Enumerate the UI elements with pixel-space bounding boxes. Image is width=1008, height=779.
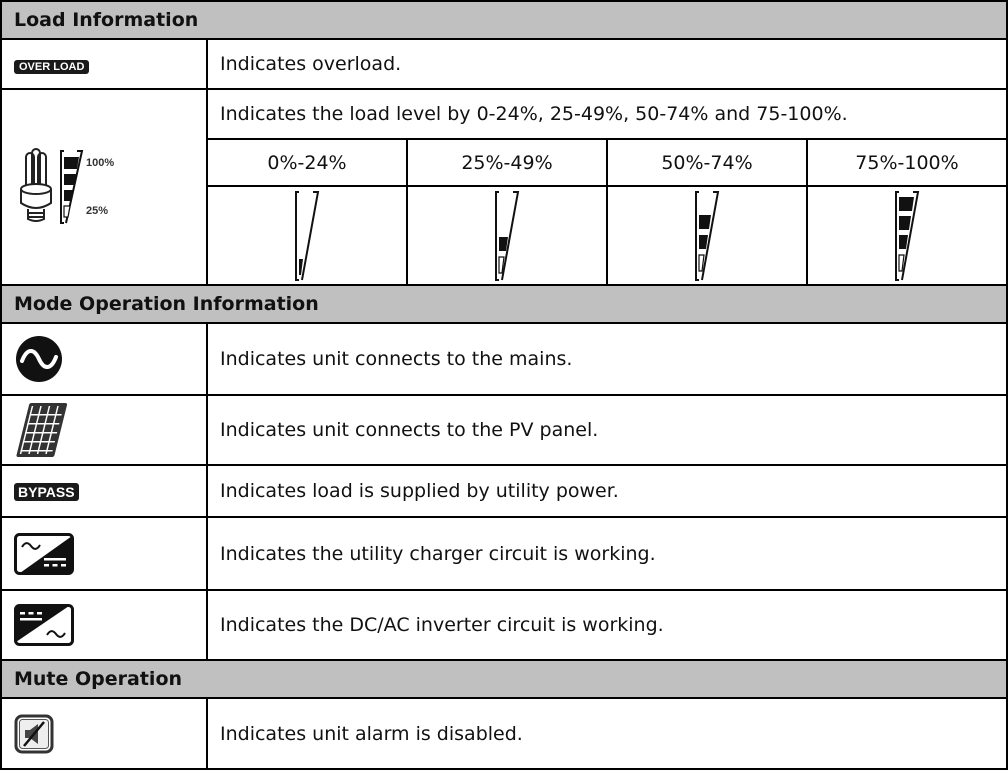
table-row-inverter bbox=[1, 590, 1007, 660]
bar-cell bbox=[407, 186, 607, 285]
table-row-mains bbox=[1, 323, 1007, 395]
icon-cell bbox=[1, 323, 207, 395]
level-label: 25%-49% bbox=[407, 139, 607, 186]
description: Indicates overload. bbox=[207, 39, 1007, 89]
load-bar-2-icon bbox=[492, 189, 522, 283]
load-bar-labels bbox=[86, 157, 114, 217]
dc-ac-inverter-icon bbox=[14, 604, 74, 646]
level-label: 75%-100% bbox=[807, 139, 1007, 186]
load-bar-4-icon bbox=[892, 189, 922, 283]
section-title: Mode Operation Information bbox=[1, 285, 1007, 323]
icon-cell bbox=[1, 698, 207, 769]
cfl-bulb-icon bbox=[14, 147, 58, 227]
bar-cell bbox=[207, 186, 407, 285]
icon-cell bbox=[1, 395, 207, 465]
icon-cell bbox=[1, 465, 207, 517]
icon-cell bbox=[1, 590, 207, 660]
icon-cell bbox=[1, 89, 207, 285]
overload-badge-icon: OVER LOAD bbox=[14, 60, 89, 74]
section-header-load bbox=[1, 1, 1007, 39]
bar-cell bbox=[807, 186, 1007, 285]
section-header-mode bbox=[1, 285, 1007, 323]
table-row-load-level bbox=[1, 89, 1007, 139]
icon-cell bbox=[1, 39, 207, 89]
bar-cell bbox=[607, 186, 807, 285]
table-row-mute bbox=[1, 698, 1007, 769]
load-bar-icon bbox=[58, 147, 84, 227]
bulb-load-bar-icon bbox=[14, 147, 206, 227]
label-100: 100% bbox=[86, 157, 115, 169]
description: Indicates the DC/AC inverter circuit is working. bbox=[207, 590, 1007, 660]
description: Indicates the utility charger circuit is working. bbox=[207, 517, 1007, 590]
table-row-pv bbox=[1, 395, 1007, 465]
label-25: 25% bbox=[86, 205, 109, 217]
table-row-bypass bbox=[1, 465, 1007, 517]
description: Indicates load is supplied by utility power. bbox=[207, 465, 1007, 517]
section-header-mute bbox=[1, 660, 1007, 698]
icon-cell bbox=[1, 517, 207, 590]
description: Indicates unit connects to the mains. bbox=[207, 323, 1007, 395]
table-row-charger bbox=[1, 517, 1007, 590]
load-bar-1-icon bbox=[292, 189, 322, 283]
description: Indicates unit connects to the PV panel. bbox=[207, 395, 1007, 465]
ac-mains-icon bbox=[14, 334, 64, 384]
mute-speaker-icon bbox=[14, 714, 54, 754]
load-bar-3-icon bbox=[692, 189, 722, 283]
table-row-overload bbox=[1, 39, 1007, 89]
ac-dc-charger-icon bbox=[14, 533, 74, 575]
solar-panel-icon bbox=[14, 401, 72, 459]
level-label: 50%-74% bbox=[607, 139, 807, 186]
section-title: Load Information bbox=[1, 1, 1007, 39]
description: Indicates the load level by 0-24%, 25-49%, 50-74% and 75-100%. bbox=[207, 89, 1007, 139]
bypass-badge-icon: BYPASS bbox=[14, 483, 79, 501]
description: Indicates unit alarm is disabled. bbox=[207, 698, 1007, 769]
level-label: 0%-24% bbox=[207, 139, 407, 186]
section-title: Mute Operation bbox=[1, 660, 1007, 698]
